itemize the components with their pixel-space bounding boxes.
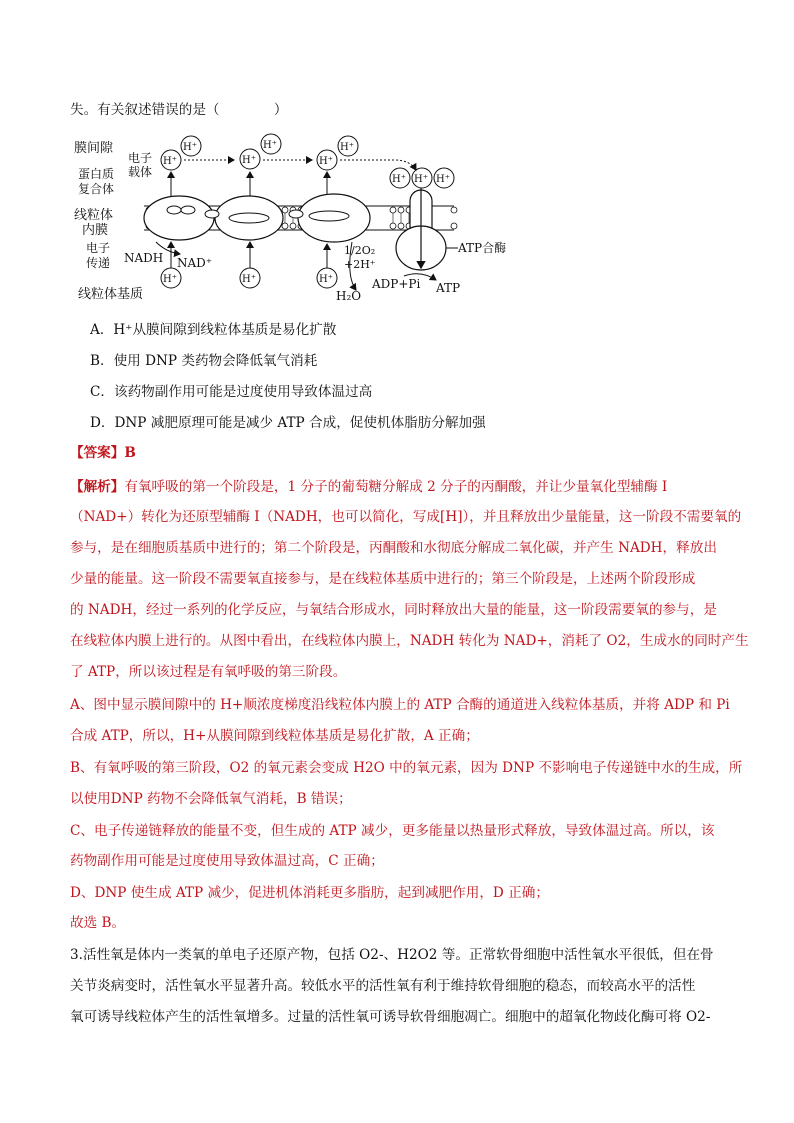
label-protein-complex: 蛋白质 bbox=[78, 167, 115, 181]
h-ion-label: H⁺ bbox=[392, 174, 406, 185]
electron-carrier-2 bbox=[181, 206, 195, 214]
analysis-line: 在线粒体内膜上进行的。从图中看出，在线粒体内膜上，NADH 转化为 NAD+，消耗了 O2，生成水的同时产生 bbox=[70, 633, 749, 649]
h-ion-label: H⁺ bbox=[163, 274, 177, 285]
label-protein-complex-2: 复合体 bbox=[78, 182, 115, 196]
label-intermembrane-space: 膜间隙 bbox=[74, 141, 114, 156]
next-question-line: 氧可诱导线粒体产生的活性氧增多。过量的活性氧可诱导软骨细胞凋亡。细胞中的超氧化物歧化酶可将 O2- bbox=[70, 1009, 711, 1025]
label-atp: ATP bbox=[436, 281, 461, 295]
label-inner-membrane-2: 内膜 bbox=[82, 223, 109, 238]
label-water: H₂O bbox=[336, 289, 362, 303]
analysis-line: 少量的能量。这一阶段不需要氧直接参与，是在线粒体基质中进行的；第三个阶段是，上述两个阶段形成 bbox=[70, 571, 696, 587]
label-half-o2: 1/2O₂ bbox=[344, 244, 376, 257]
label-adp-pi: ADP+Pi bbox=[372, 277, 421, 291]
analysis-conclusion: 故选 B。 bbox=[70, 915, 126, 931]
label-nadh: NADH bbox=[124, 251, 164, 265]
label-nad-plus: NAD⁺ bbox=[177, 256, 213, 270]
h-ion-label: H⁺ bbox=[263, 140, 277, 151]
label-atp-synthase: ATP合酶 bbox=[458, 241, 507, 255]
analysis-line: 药物副作用可能是过度使用导致体温过高，C 正确； bbox=[70, 853, 384, 869]
option-b: B．使用 DNP 类药物会降低氧气消耗 bbox=[90, 353, 318, 369]
h-ion-label: H⁺ bbox=[163, 156, 177, 167]
h-ion-label: H⁺ bbox=[414, 174, 428, 185]
label-electron-transfer: 电子 bbox=[86, 241, 111, 255]
electron-carrier-5 bbox=[309, 211, 349, 221]
label-two-h-plus: +2H⁺ bbox=[344, 258, 376, 271]
electron-carrier-1 bbox=[167, 206, 181, 214]
analysis-line: 了 ATP，所以该过程是有氧呼吸的第三阶段。 bbox=[70, 664, 347, 680]
option-a: A．H⁺从膜间隙到线粒体基质是易化扩散 bbox=[90, 322, 337, 338]
h-ion-label: H⁺ bbox=[183, 142, 197, 153]
label-electron-transfer-2: 传递 bbox=[86, 256, 111, 270]
analysis-line: A、图中显示膜间隙中的 H+顺浓度梯度沿线粒体内膜上的 ATP 合酶的通道进入线粒体基质，并将 ADP 和 Pi bbox=[70, 697, 730, 713]
analysis-label: 【解析】 bbox=[70, 479, 125, 495]
analysis-line: 的 NADH，经过一系列的化学反应，与氧结合形成水，同时释放出大量的能量，这一阶段需要氧的参与，是 bbox=[70, 602, 717, 618]
label-electron-carrier-2: 载体 bbox=[128, 165, 153, 179]
analysis-line: D、DNP 使生成 ATP 减少，促进机体消耗更多脂肪，起到减肥作用，D 正确； bbox=[70, 885, 549, 901]
answer-value: B bbox=[124, 445, 136, 461]
electron-carrier-4 bbox=[205, 210, 219, 218]
h-ion-label: H⁺ bbox=[242, 274, 256, 285]
option-d: D．DNP 减肥原理可能是减少 ATP 合成，促使机体脂肪分解加强 bbox=[90, 415, 486, 431]
electron-carrier-6 bbox=[289, 210, 303, 218]
answer-line bbox=[70, 443, 136, 463]
analysis-text: 有氧呼吸的第一个阶段是，1 分子的葡萄糖分解成 2 分子的丙酮酸，并让少量氧化型辅酶 I bbox=[124, 479, 668, 495]
analysis-line: 参与，是在细胞质基质中进行的；第二个阶段是，丙酮酸和水彻底分解成二氧化碳，并产生 NADH，释放出 bbox=[70, 540, 717, 556]
h-ion-label: H⁺ bbox=[319, 274, 333, 285]
analysis-line: C、电子传递链释放的能量不变，但生成的 ATP 减少，更多能量以热量形式释放，导致体温过高。所以，该 bbox=[70, 823, 715, 839]
protein-complex-1 bbox=[144, 196, 214, 240]
analysis-line-1 bbox=[70, 477, 667, 497]
question-text: 失。有关叙述错误的是（ ） bbox=[70, 102, 288, 118]
electron-carrier-3 bbox=[229, 213, 269, 223]
analysis-line: B、有氧呼吸的第三阶段，O2 的氧元素会变成 H2O 中的氧元素，因为 DNP 不影响电子传递链中水的生成，所 bbox=[70, 760, 743, 776]
analysis-line: 合成 ATP，所以，H+从膜间隙到线粒体基质是易化扩散，A 正确； bbox=[70, 728, 479, 744]
h-ion-label: H⁺ bbox=[319, 156, 333, 167]
h-ion-flow-arrows bbox=[184, 160, 416, 170]
h-ion-label: H⁺ bbox=[242, 155, 256, 166]
label-inner-membrane: 线粒体 bbox=[74, 208, 114, 223]
analysis-line: （NAD+）转化为还原型辅酶 I（NADH，也可以简化，写成[H]），并且释放出少量能量，这一阶段不需要氧的 bbox=[70, 509, 742, 525]
option-c: C．该药物副作用可能是过度使用导致体温过高 bbox=[90, 384, 373, 400]
label-electron-carrier: 电子 bbox=[128, 151, 153, 165]
next-question-line: 关节炎病变时，活性氧水平显著升高。较低水平的活性氧有利于维持软骨细胞的稳态，而较高水平的活性 bbox=[70, 978, 696, 994]
analysis-line: 以使用DNP 药物不会降低氧气消耗，B 错误； bbox=[70, 791, 352, 807]
answer-label: 【答案】 bbox=[70, 445, 125, 461]
next-question-line: 3.活性氧是体内一类氧的单电子还原产物，包括 O2-、H2O2 等。正常软骨细胞中活性氧水平很低，但在骨 bbox=[70, 947, 714, 963]
electron-transport-chain-diagram bbox=[74, 130, 534, 310]
h-ion-label: H⁺ bbox=[436, 174, 450, 185]
h-ion-label: H⁺ bbox=[340, 142, 354, 153]
label-matrix: 线粒体基质 bbox=[78, 287, 144, 302]
